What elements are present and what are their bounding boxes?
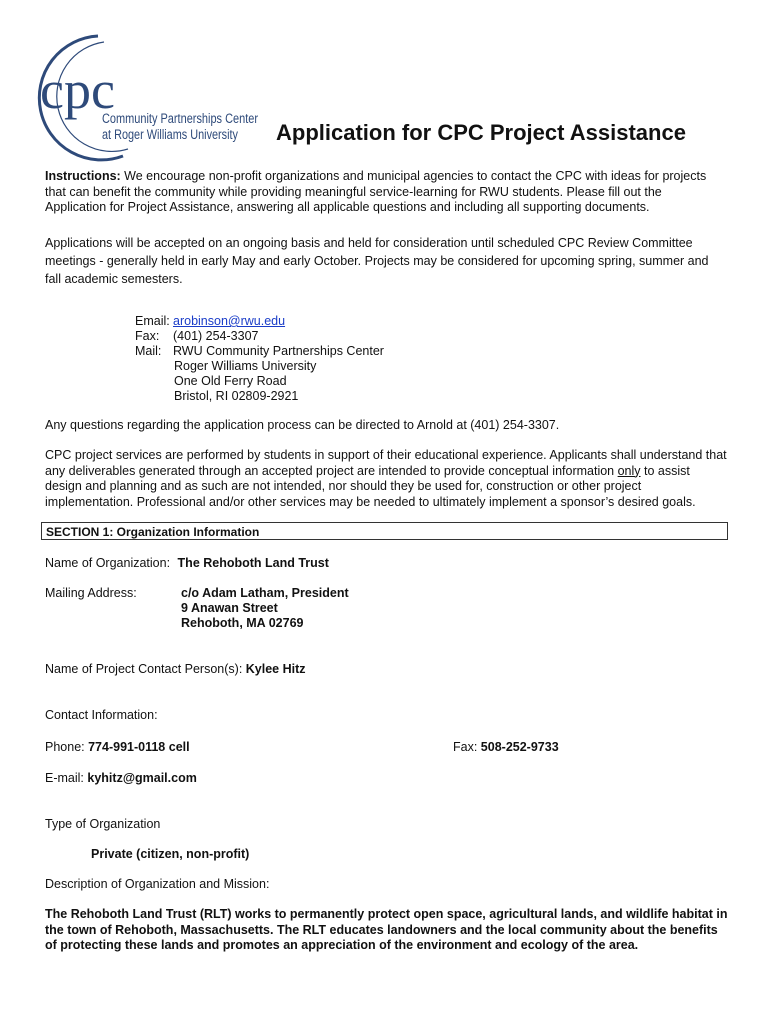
- contact-person-row: [45, 662, 306, 676]
- services-text-1: CPC project services are performed by students in support of their educational experience. Applicants shall understand that any deliverables generated through an accepted project are intended to provide conceptual information: [45, 448, 727, 478]
- org-fax-label: Fax:: [453, 740, 478, 754]
- logo-line1: Community Partnerships Center: [102, 111, 259, 126]
- org-email-label: E-mail:: [45, 771, 84, 785]
- cpc-mail-line-3: One Old Ferry Road: [174, 374, 287, 388]
- cpc-logo: [28, 28, 268, 168]
- instructions-text: We encourage non-profit organizations and municipal agencies to contact the CPC with ideas for projects that can benefit the community while providing meaningful service-learning for RWU students. Please fill out the Application for Project Assistance, answering all applicable questions and including all supporting documents.: [45, 169, 707, 214]
- mailing-line-3: Rehoboth, MA 02769: [181, 616, 304, 630]
- mailing-address-block: [181, 586, 349, 631]
- contact-person-value: Kylee Hitz: [245, 662, 306, 676]
- mission-label: Description of Organization and Mission:: [45, 877, 270, 891]
- org-type-value: Private (citizen, non-profit): [91, 847, 250, 861]
- phone-value: 774-991-0118 cell: [88, 740, 190, 754]
- page-title: Application for CPC Project Assistance: [276, 120, 686, 145]
- mission-text: The Rehoboth Land Trust (RLT) works to permanently protect open space, agricultural lands, and wildlife habitat in the town of Rehoboth, Massachusetts. The RLT educates landowners and the local community about the benefits of protecting these lands and promotes an appreciation of the environment and ecology of the area.: [45, 907, 728, 952]
- org-email-value: kyhitz@gmail.com: [87, 771, 197, 785]
- contact-person-label: Name of Project Contact Person(s):: [45, 662, 243, 676]
- phone-label: Phone:: [45, 740, 85, 754]
- cpc-contact-block: [135, 314, 384, 404]
- logo-line2: at Roger Williams University: [102, 127, 239, 142]
- cpc-mail-line-2: Roger Williams University: [174, 359, 317, 373]
- fax-label: Fax:: [135, 329, 160, 343]
- questions-paragraph: Any questions regarding the application process can be directed to Arnold at (401) 254-3307.: [45, 418, 560, 432]
- cpc-mail-line-1: RWU Community Partnerships Center: [173, 344, 384, 358]
- cpc-email-link[interactable]: arobinson@rwu.edu: [173, 314, 286, 328]
- mailing-address-label: Mailing Address:: [45, 586, 137, 600]
- instructions-paragraph: [45, 169, 725, 216]
- services-text-2: to assist design and planning and as such are not intended, nor should they be used for, construction or other project implementation. Professional and/or other services may be needed to ultimately implement a sponsor’s desired goals.: [45, 463, 696, 509]
- section-1-header: SECTION 1: Organization Information: [41, 522, 728, 540]
- org-name-value: The Rehoboth Land Trust: [177, 556, 329, 570]
- org-name-row: [45, 556, 329, 570]
- contact-info-label: Contact Information:: [45, 708, 158, 722]
- org-fax-row: [453, 740, 559, 754]
- mail-label: Mail:: [135, 344, 162, 358]
- services-paragraph: [45, 448, 730, 510]
- org-type-label: Type of Organization: [45, 817, 161, 831]
- services-underlined: only: [617, 463, 641, 478]
- email-label: Email:: [135, 314, 170, 328]
- logo-letters: cpc: [40, 60, 115, 120]
- mailing-line-1: c/o Adam Latham, President: [181, 586, 349, 600]
- org-email-row: [45, 771, 197, 785]
- mailing-line-2: 9 Anawan Street: [181, 601, 278, 615]
- phone-row: [45, 740, 190, 754]
- cpc-mail-line-4: Bristol, RI 02809-2921: [174, 389, 299, 403]
- org-fax-value: 508-252-9733: [480, 740, 559, 754]
- org-name-label: Name of Organization:: [45, 556, 171, 570]
- acceptance-paragraph: Applications will be accepted on an ongoing basis and held for consideration until scheduled CPC Review Committee meetings - generally held in early May and early October. Projects may be considered for upcoming spring, summer and fall academic semesters.: [45, 236, 709, 286]
- cpc-fax: (401) 254-3307: [173, 329, 259, 343]
- instructions-label: Instructions:: [45, 169, 121, 183]
